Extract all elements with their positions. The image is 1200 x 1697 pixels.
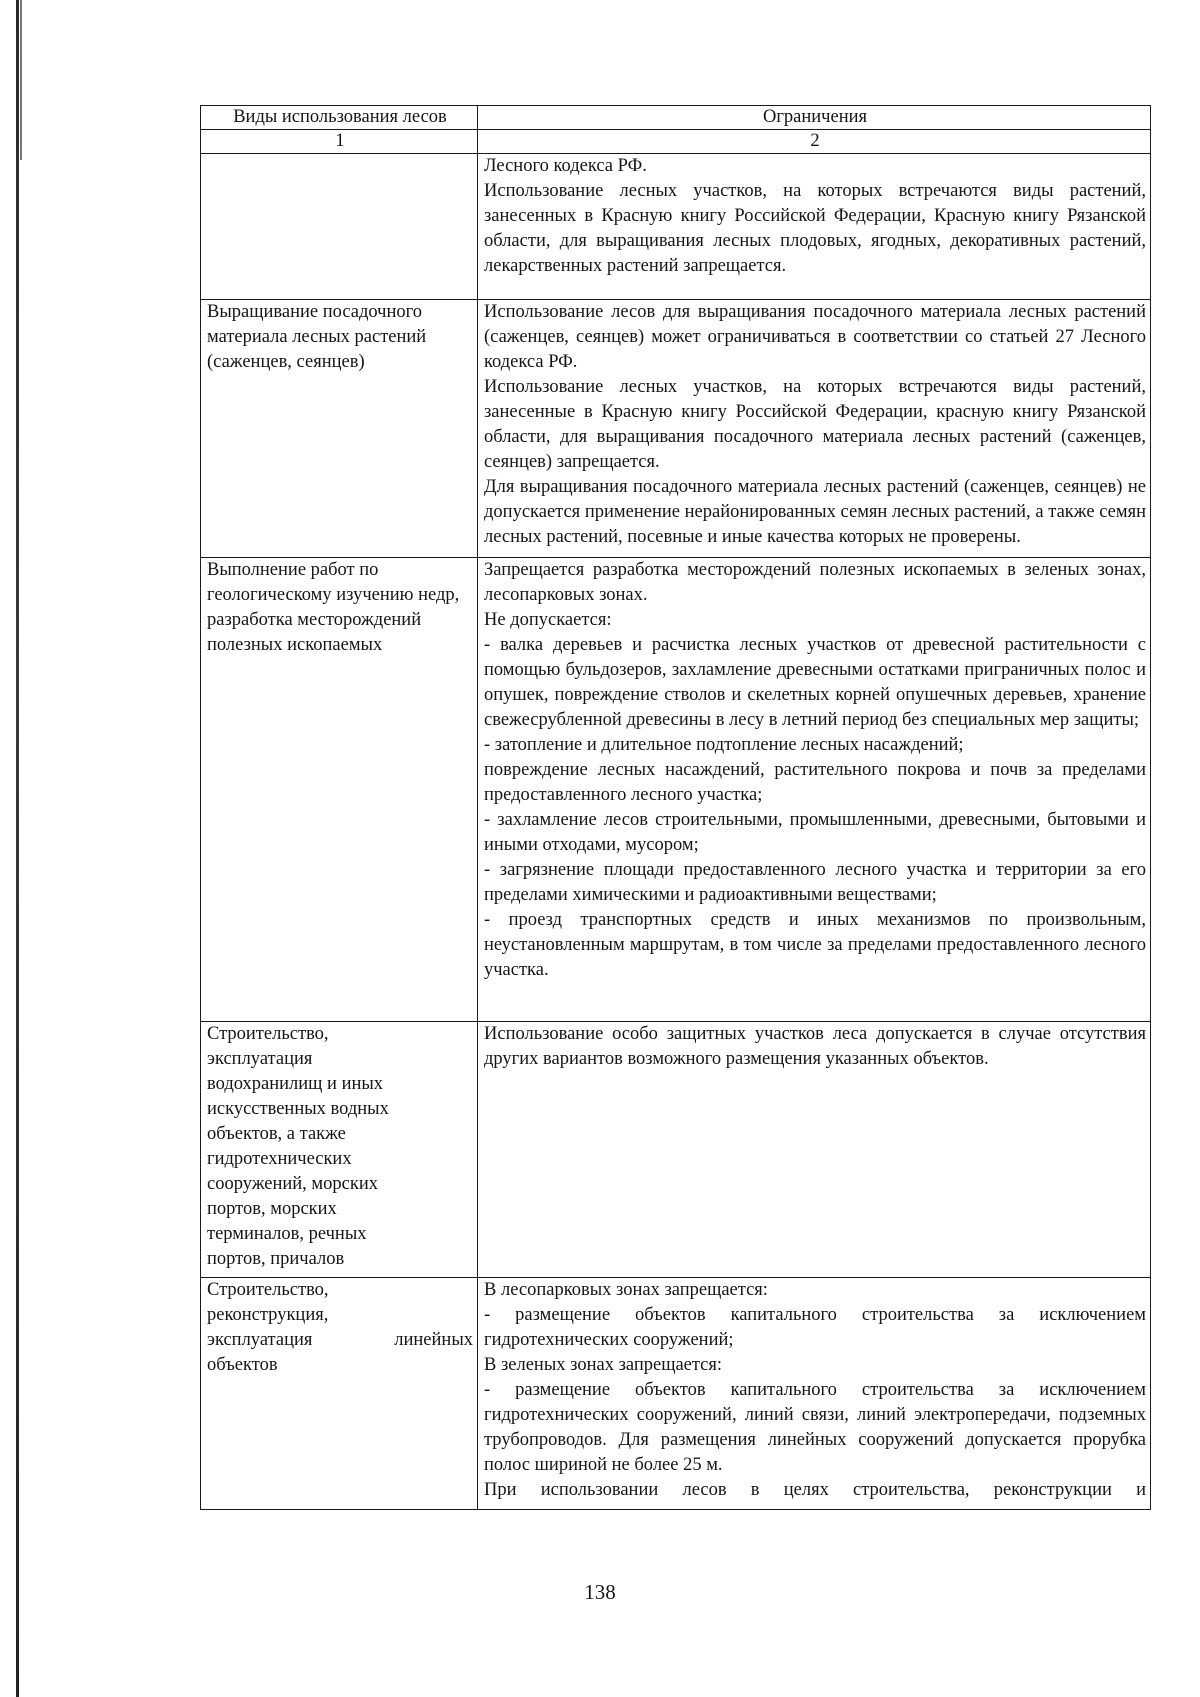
use-type-cell	[201, 1022, 478, 1278]
use-type-text: Выращивание посадочного материала лесных растений (саженцев, сеянцев)	[207, 302, 427, 372]
column-number-row	[201, 130, 1151, 154]
restriction-paragraph: Для выращивания посадочного материала лесных растений (саженцев, сеянцев) не допускается применение нерайонированных семян лесных растений, а также семян лесных растений, посевные и иные качества которых не проверены.	[484, 477, 1146, 547]
use-type-cell	[201, 558, 478, 1022]
restriction-paragraph: Использование лесов для выращивания посадочного материала лесных растений (саженцев, сеянцев) может ограничиваться в соответствии со статьей 27 Лесного кодекса РФ.	[484, 302, 1146, 372]
restriction-paragraph: В лесопарковых зонах запрещается:	[484, 1280, 768, 1300]
table-row	[201, 558, 1151, 1022]
scan-binding-edge	[16, 0, 19, 1697]
use-type-line: сооружений, морских	[207, 1174, 378, 1194]
restrictions-cell	[478, 1022, 1151, 1278]
column-number-1: 1	[201, 130, 478, 154]
use-type-line: терминалов, речных	[207, 1224, 367, 1244]
use-type-line: эксплуатация линейных	[207, 1330, 473, 1350]
use-type-line: Строительство,	[207, 1024, 329, 1044]
restriction-paragraph: - проезд транспортных средств и иных механизмов по произвольным, неустановленным маршрутам, в том числе за пределами предоставленного лесного участка.	[484, 910, 1146, 980]
restrictions-cell	[478, 300, 1151, 558]
restriction-paragraph: В зеленых зонах запрещается:	[484, 1355, 723, 1375]
restriction-paragraph: Запрещается разработка месторождений полезных ископаемых в зеленых зонах, лесопарковых зонах.	[484, 560, 1146, 605]
use-type-cell	[201, 1278, 478, 1510]
restrictions-table	[200, 105, 1151, 1510]
restriction-paragraph: - захламление лесов строительными, промышленными, древесными, бытовыми и иными отходами, мусором;	[484, 810, 1146, 855]
use-type-line: искусственных водных	[207, 1099, 389, 1119]
restriction-paragraph: Использование особо защитных участков леса допускается в случае отсутствия других вариантов возможного размещения указанных объектов.	[484, 1024, 1146, 1069]
use-type-line: объектов	[207, 1355, 278, 1375]
page-number: 138	[584, 1580, 616, 1604]
table-row	[201, 1278, 1151, 1510]
table-row	[201, 154, 1151, 300]
table-row	[201, 1022, 1151, 1278]
table-header-row	[201, 106, 1151, 130]
restriction-paragraph: При использовании лесов в целях строительства, реконструкции и	[484, 1480, 1146, 1500]
restriction-paragraph: - размещение объектов капитального строительства за исключением гидротехнических сооружений;	[484, 1305, 1146, 1350]
restriction-paragraph: - затопление и длительное подтопление лесных насаждений;	[484, 735, 964, 755]
restriction-paragraph: Использование лесных участков, на которых встречаются виды растений, занесенные в Красную книгу Российской Федерации, красную книгу Рязанской области, для выращивания посадочного материала лесных растений (саженцев, сеянцев) запрещается.	[484, 377, 1146, 472]
use-type-line: Строительство,	[207, 1280, 329, 1300]
table-row	[201, 300, 1151, 558]
restriction-paragraph: Лесного кодекса РФ.	[484, 156, 647, 176]
use-type-text: Выполнение работ по геологическому изучению недр, разработка месторождений полезных ископаемых	[207, 560, 460, 655]
column-number-2: 2	[478, 130, 1151, 154]
restriction-paragraph: - загрязнение площади предоставленного лесного участка и территории за его пределами химическими и радиоактивными веществами;	[484, 860, 1146, 905]
restriction-paragraph: Использование лесных участков, на которых встречаются виды растений, занесенных в Красную книгу Российской Федерации, Красную книгу Рязанской области, для выращивания лесных плодовых, ягодных, декоративных растений, лекарственных растений запрещается.	[484, 181, 1146, 276]
use-type-cell	[201, 300, 478, 558]
scan-binding-edge-top	[20, 0, 22, 160]
restrictions-cell	[478, 558, 1151, 1022]
restriction-paragraph: - валка деревьев и расчистка лесных участков от древесной растительности с помощью бульдозеров, захламление древесными остатками приграничных полос и опушек, повреждение стволов и скелетных корней опушечных деревьев, хранение свежесрубленной древесины в лесу в летний период без специальных мер защиты;	[484, 635, 1146, 730]
use-type-line: водохранилищ и иных	[207, 1074, 384, 1094]
header-forest-use-types: Виды использования лесов	[201, 106, 478, 130]
use-type-line: реконструкция,	[207, 1305, 329, 1325]
restrictions-cell	[478, 1278, 1151, 1510]
restriction-paragraph: Не допускается:	[484, 610, 612, 630]
restriction-paragraph: - размещение объектов капитального строительства за исключением гидротехнических сооружений, линий связи, линий электропередачи, подземных трубопроводов. Для размещения линейных сооружений допускается прорубка полос шириной не более 25 м.	[484, 1380, 1146, 1475]
use-type-line: портов, причалов	[207, 1249, 345, 1269]
restrictions-cell	[478, 154, 1151, 300]
header-restrictions: Ограничения	[478, 106, 1151, 130]
restriction-paragraph: повреждение лесных насаждений, растительного покрова и почв за пределами предоставленного лесного участка;	[484, 760, 1146, 805]
use-type-cell	[201, 154, 478, 300]
use-type-line: эксплуатация	[207, 1049, 313, 1069]
use-type-line: портов, морских	[207, 1199, 337, 1219]
use-type-line: объектов, а также	[207, 1124, 346, 1144]
use-type-line: гидротехнических	[207, 1149, 352, 1169]
